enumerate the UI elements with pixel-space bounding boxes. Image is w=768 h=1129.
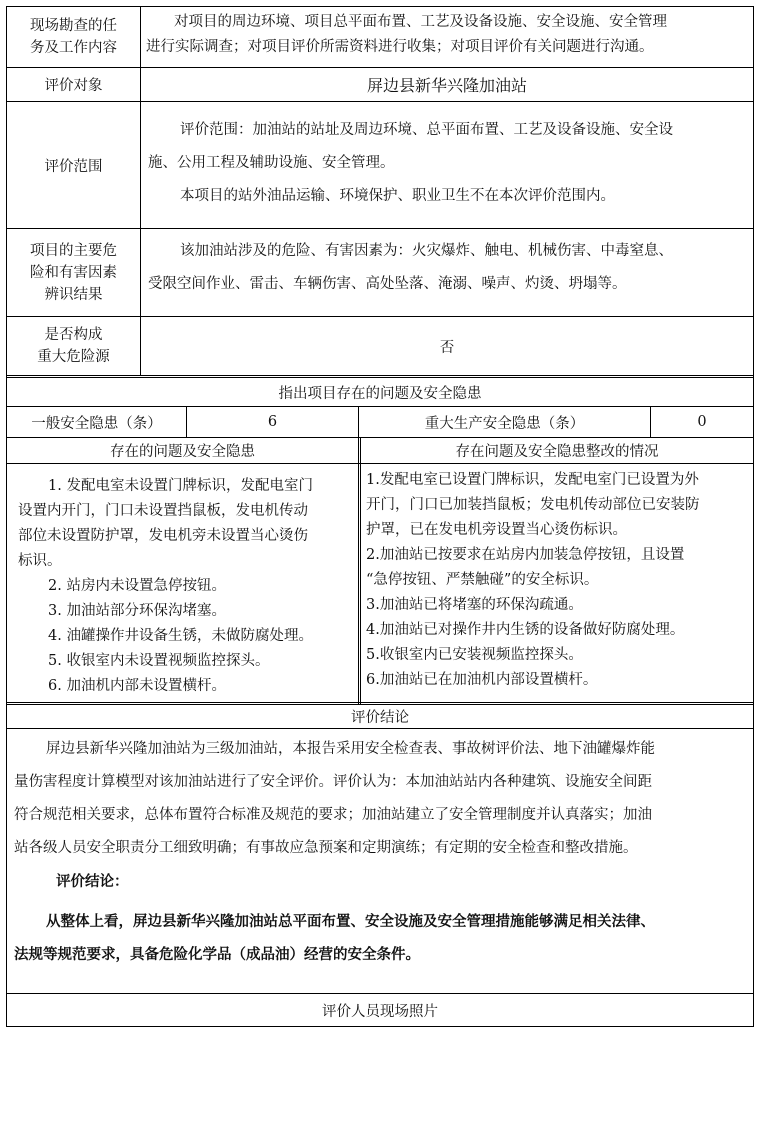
scope-note: 本项目的站外油品运输、环境保护、职业卫生不在本次评价范围内。 [180, 188, 615, 204]
hazard-label-line: 辨识结果 [44, 286, 103, 303]
conclusion-heading: 评价结论： [56, 873, 129, 890]
fix-item: 4.加油站已对操作井内生锈的设备做好防腐处理。 [366, 622, 685, 638]
hazard-line: 该加油站涉及的危险、有害因素为：火灾爆炸、触电、机械伤害、中毒窒息、 [180, 243, 673, 259]
major-hazard-label: 重大生产安全隐患（条） [424, 415, 585, 432]
conclusion-line: 量伤害程度计算模型对该加油站进行了安全评价。评价认为：本加油站站内各种建筑、设施安全间距 [14, 774, 652, 790]
conclusion-line: 符合规范相关要求，总体布置符合标准及规范的要求；加油站建立了安全管理制度并认真落实；加油 [14, 807, 652, 823]
problem-item: 6. 加油机内部未设置横杆。 [48, 678, 226, 694]
problem-item: 1. 发配电室未设置门牌标识，发配电室门 [48, 478, 313, 494]
general-hazard-label: 一般安全隐患（条） [31, 415, 162, 432]
fix-item: 3.加油站已将堵塞的环保沟疏通。 [366, 597, 583, 613]
scope-label: 评价范围 [44, 158, 103, 175]
conclusion-line: 站各级人员安全职责分工细致明确；有事故应急预案和定期演练；有定期的安全检查和整改措施。 [14, 840, 638, 856]
scope-line: 评价范围：加油站的站址及周边环境、总平面布置、工艺及设备设施、安全设 [180, 122, 673, 138]
fix-item: 5.收银室内已安装视频监控探头。 [366, 647, 583, 663]
major-label [7, 317, 140, 375]
hazard-line: 受限空间作业、雷击、车辆伤害、高处坠落、淹溺、噪声、灼烫、坍塌等。 [148, 276, 627, 292]
task-label-line: 现场勘查的任 [30, 18, 117, 34]
problem-item: 标识。 [18, 553, 62, 569]
major-hazard-count: 0 [697, 414, 707, 430]
hazard-label-line: 项目的主要危 [30, 242, 117, 259]
fix-item: 护罩，已在发电机旁设置当心烫伤标识。 [366, 522, 627, 538]
problem-item: 部位未设置防护罩，发电机旁未设置当心烫伤 [18, 528, 308, 544]
object-label: 评价对象 [44, 78, 103, 94]
photos-title: 评价人员现场照片 [322, 1003, 438, 1020]
problem-item: 2. 站房内未设置急停按钮。 [48, 578, 226, 594]
major-value: 否 [439, 339, 455, 356]
object-value: 屏边县新华兴隆加油站 [366, 76, 527, 95]
fix-item: 2.加油站已按要求在站房内加装急停按钮，且设置 [366, 547, 685, 563]
task-content [146, 10, 752, 66]
fix-item: 开门，门口已加装挡鼠板；发电机传动部位已安装防 [366, 497, 700, 513]
conclusion-bold-line: 从整体上看，屏边县新华兴隆加油站总平面布置、安全设施及安全管理措施能够满足相关法律、 [46, 913, 655, 930]
fix-item: “急停按钮、严禁触碰”的安全标识。 [366, 572, 599, 588]
fix-item: 1.发配电室已设置门牌标识，发配电室门已设置为外 [366, 472, 699, 488]
major-label-line: 重大危险源 [37, 349, 110, 365]
general-hazard-count: 6 [267, 414, 278, 430]
problem-item: 5. 收银室内未设置视频监控探头。 [48, 653, 270, 669]
hazard-label [7, 229, 140, 316]
problems-list [18, 474, 354, 699]
scope-content [148, 114, 752, 213]
task-content-line: 对项目的周边环境、项目总平面布置、工艺及设备设施、安全设施、安全管理 [174, 14, 667, 30]
fixes-list [366, 468, 752, 693]
issues-title: 指出项目存在的问题及安全隐患 [278, 385, 482, 402]
task-label-line: 务及工作内容 [30, 40, 117, 56]
problem-item: 3. 加油站部分环保沟堵塞。 [48, 603, 226, 619]
problem-item: 设置内开门，门口未设置挡鼠板，发电机传动 [18, 503, 308, 519]
hazard-content [148, 235, 752, 301]
task-content-line: 进行实际调查；对项目评价所需资料进行收集；对项目评价有关问题进行沟通。 [146, 39, 654, 55]
fix-item: 6.加油站已在加油机内部设置横杆。 [366, 672, 598, 688]
conclusion-line: 屏边县新华兴隆加油站为三级加油站，本报告采用安全检查表、事故树评价法、地下油罐爆炸能 [46, 741, 655, 757]
conclusion-bold-line: 法规等规范要求，具备危险化学品（成品油）经营的安全条件。 [14, 946, 420, 963]
col-fixes-header: 存在问题及安全隐患整改的情况 [455, 444, 659, 460]
major-label-line: 是否构成 [44, 327, 103, 343]
scope-line: 施、公用工程及辅助设施、安全管理。 [148, 155, 395, 171]
conclusion-title: 评价结论 [351, 710, 409, 726]
hazard-label-line: 险和有害因素 [30, 264, 117, 281]
col-problems-header: 存在的问题及安全隐患 [110, 444, 255, 460]
problem-item: 4. 油罐操作井设备生锈，未做防腐处理。 [48, 628, 313, 644]
task-label [7, 7, 140, 67]
conclusion-body [14, 733, 752, 971]
